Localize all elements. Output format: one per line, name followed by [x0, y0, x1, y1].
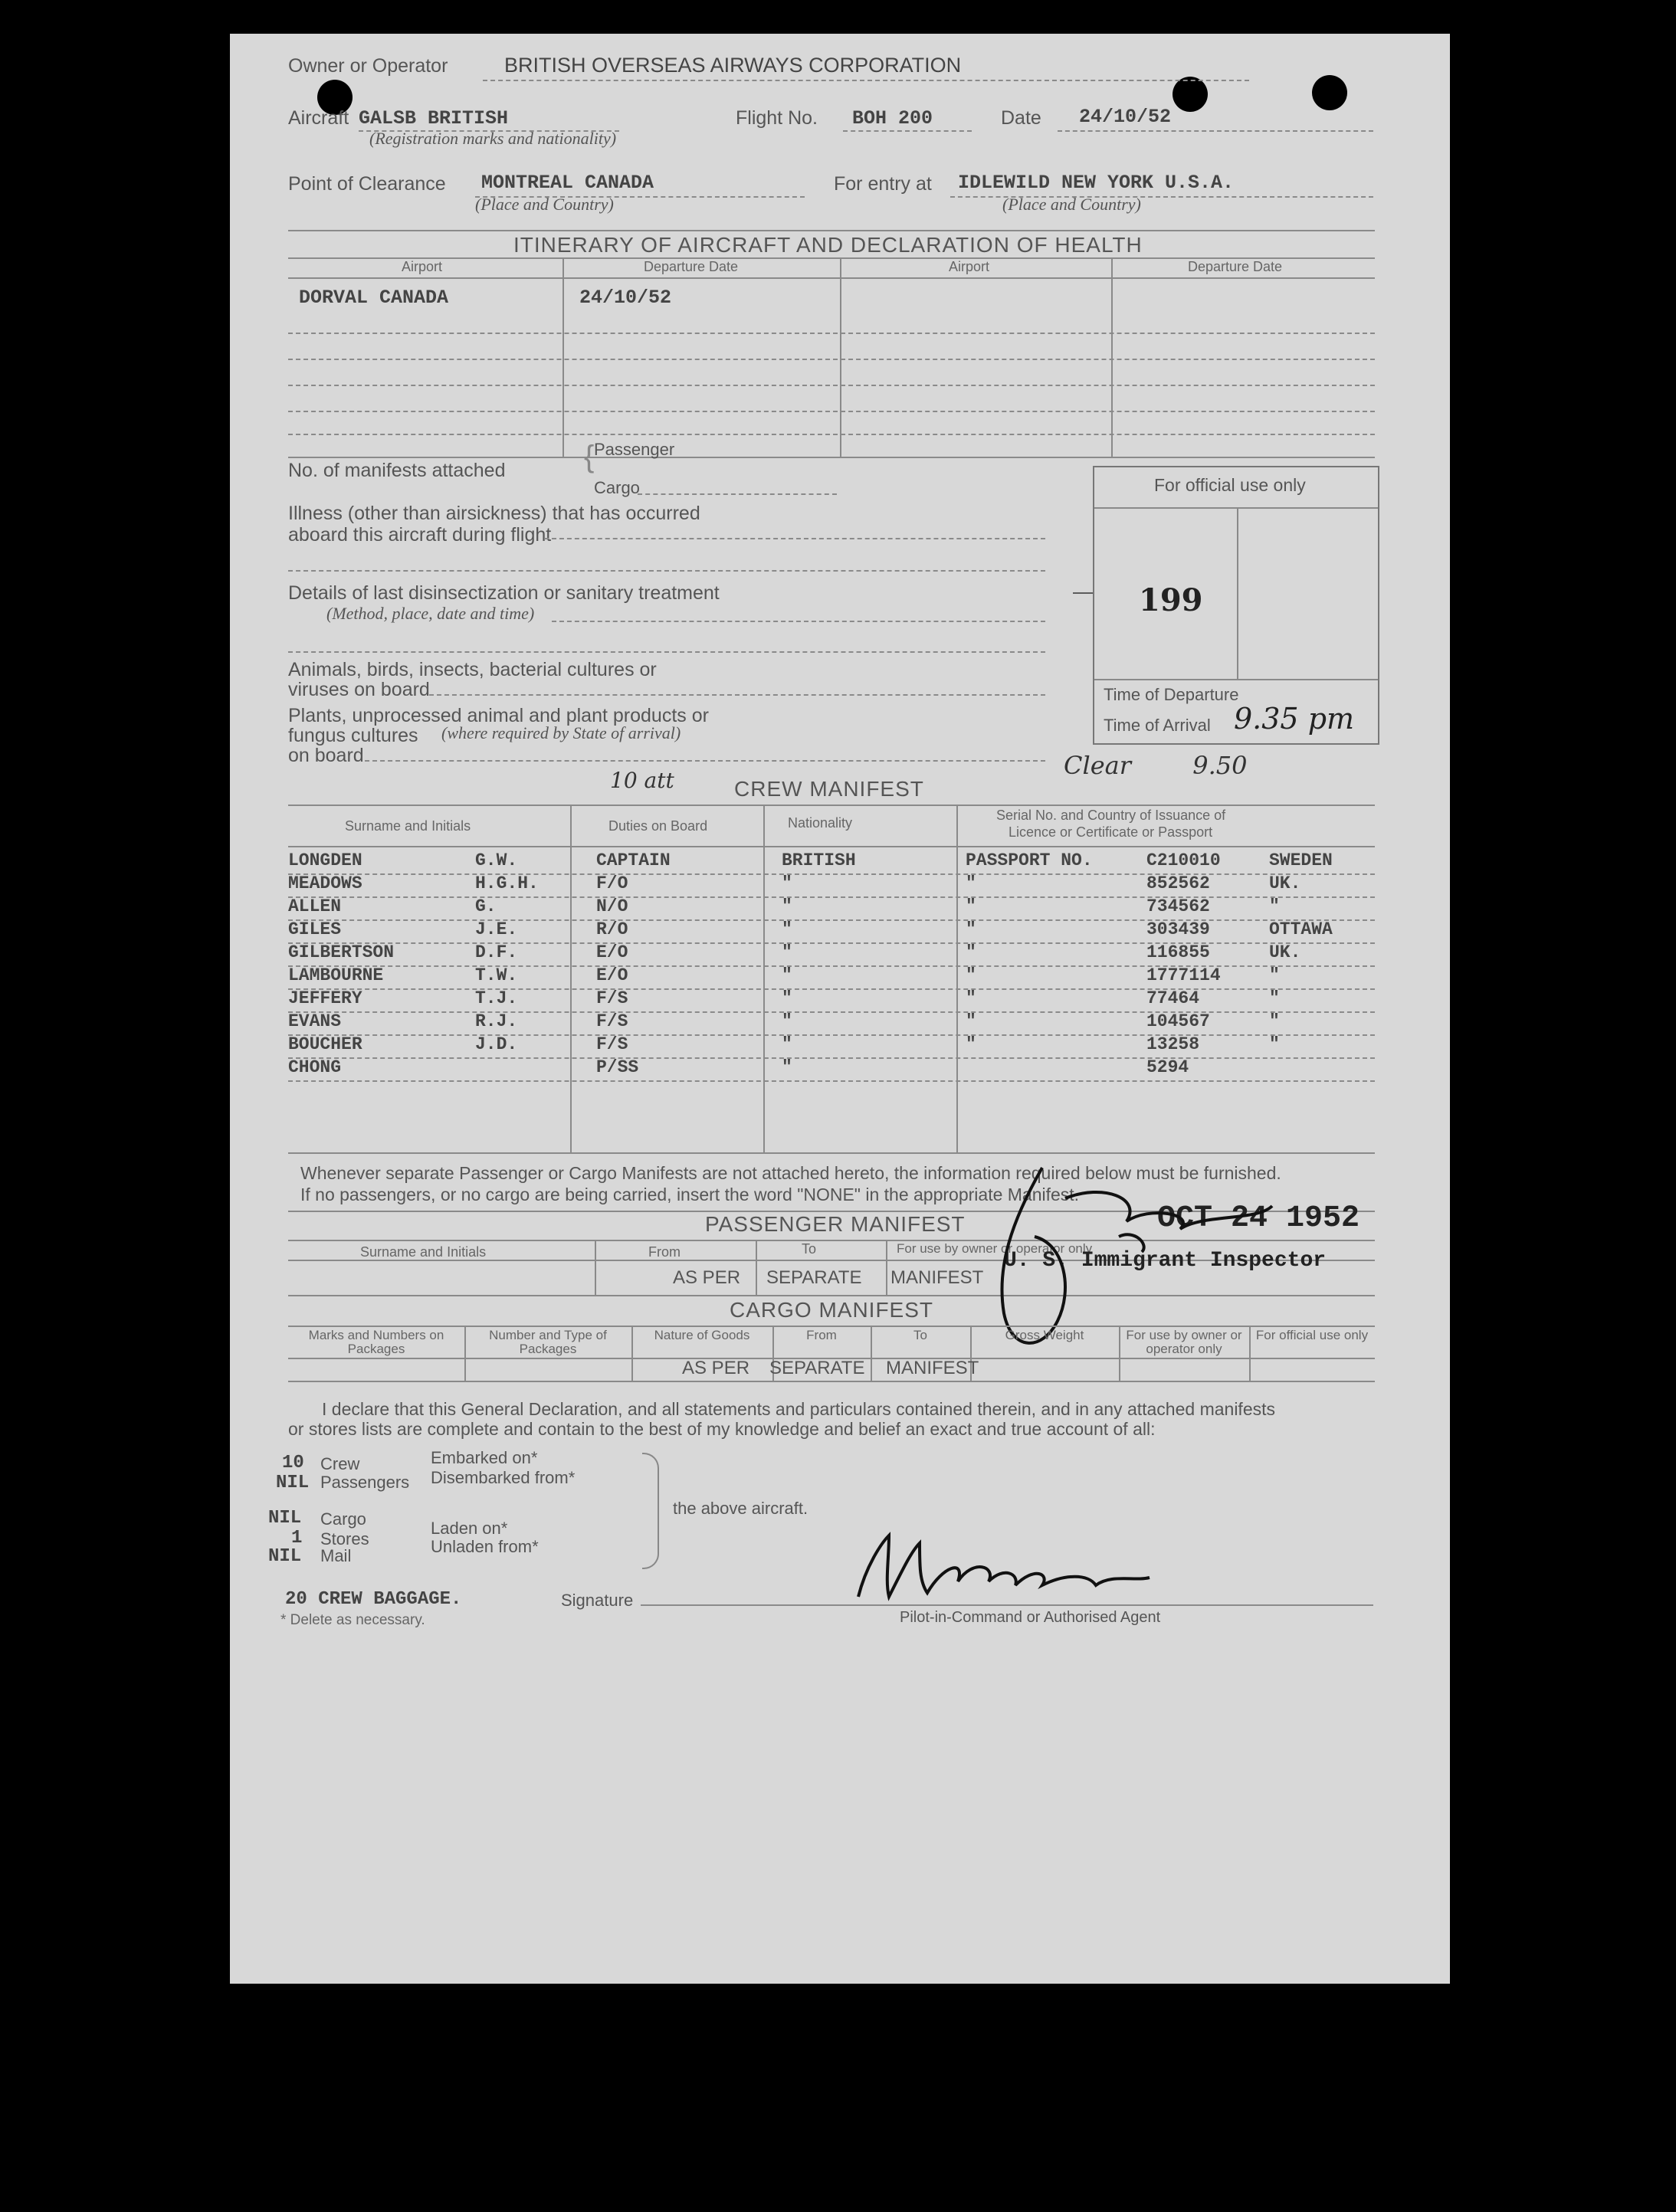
crew-nationality: " — [782, 873, 792, 893]
crew-duty: F/S — [596, 988, 628, 1008]
cargo-col: Nature of Goods — [654, 1328, 750, 1342]
delete-footnote: * Delete as necessary. — [280, 1612, 425, 1628]
crew-doc: " — [966, 1011, 976, 1031]
stamp-inspector: U. S. Immigrant Inspector — [1004, 1249, 1327, 1273]
crew-doc: " — [966, 988, 976, 1008]
crew-nationality: " — [782, 988, 792, 1008]
clearance-note: (Place and Country) — [475, 195, 614, 214]
crew-doc: " — [966, 873, 976, 893]
punch-hole — [1312, 75, 1347, 110]
crew-initials: T.J. — [475, 988, 518, 1008]
pm-col-to: To — [802, 1241, 817, 1257]
crew-duty: P/SS — [596, 1057, 639, 1077]
passengers-decl-label: Passengers — [320, 1473, 410, 1492]
crew-name: GILBERTSON — [288, 942, 395, 962]
crew-nationality: " — [782, 1034, 792, 1054]
crew-name: LONGDEN — [288, 850, 362, 870]
plants-label-2: fungus cultures — [288, 725, 418, 746]
cm-row-3: MANIFEST — [886, 1358, 979, 1378]
crew-decl-label: Crew — [320, 1454, 360, 1473]
cargo-label: Cargo — [594, 478, 640, 497]
stores-decl-label: Stores — [320, 1529, 369, 1548]
crew-doc: " — [966, 1034, 976, 1054]
crew-title: CREW MANIFEST — [734, 777, 924, 801]
pm-col-from: From — [648, 1244, 681, 1260]
crew-col-nationality: Nationality — [788, 815, 853, 831]
itin-col-date-2: Departure Date — [1188, 259, 1283, 274]
crew-initials: J.D. — [475, 1034, 518, 1054]
disembarked-label: Disembarked from* — [431, 1468, 576, 1487]
crew-initials: G.W. — [475, 850, 518, 870]
crew-nationality: " — [782, 965, 792, 985]
crew-serial: 1777114 — [1146, 965, 1221, 985]
cargo-col: To — [913, 1328, 927, 1342]
cargo-manifest-title: CARGO MANIFEST — [730, 1298, 934, 1322]
crew-name: EVANS — [288, 1011, 342, 1031]
pm-row-1: AS PER — [673, 1267, 741, 1288]
crew-col-duties: Duties on Board — [608, 818, 708, 834]
crew-serial: 303439 — [1146, 919, 1210, 939]
entry-note: (Place and Country) — [1002, 195, 1141, 214]
crew-name: MEADOWS — [288, 873, 362, 893]
crew-initials: D.F. — [475, 942, 518, 962]
departure-label: Time of Departure — [1104, 685, 1239, 704]
aircraft-note: (Registration marks and nationality) — [369, 129, 617, 148]
crew-name: LAMBOURNE — [288, 965, 384, 985]
crew-serial: 77464 — [1146, 988, 1200, 1008]
crew-name: CHONG — [288, 1057, 342, 1077]
crew-doc: " — [966, 919, 976, 939]
crew-duty: CAPTAIN — [596, 850, 671, 870]
pilot-signature — [843, 1520, 1180, 1604]
crew-count: 10 — [282, 1453, 304, 1473]
crew-nationality: " — [782, 1011, 792, 1031]
above-aircraft: the above aircraft. — [673, 1499, 808, 1518]
crew-country: " — [1269, 1011, 1280, 1031]
date-value: 24/10/52 — [1079, 106, 1172, 128]
itinerary-title: ITINERARY OF AIRCRAFT AND DECLARATION OF HEALTH — [513, 233, 1143, 257]
pm-row-3: MANIFEST — [890, 1267, 984, 1288]
crew-handwritten-count: 10 att — [610, 768, 674, 793]
pm-col-owner: For use by owner or operator only — [897, 1241, 1093, 1256]
illness-label-1: Illness (other than airsickness) that has occurred — [288, 503, 700, 524]
entry-label: For entry at — [834, 173, 932, 195]
crew-name: GILES — [288, 919, 342, 939]
declaration-line-2: or stores lists are complete and contain to the best of my knowledge and belief an exact and true account of all: — [288, 1419, 1156, 1439]
crew-nationality: BRITISH — [782, 850, 856, 870]
crew-initials: H.G.H. — [475, 873, 539, 893]
plants-note: (where required by State of arrival) — [441, 723, 681, 742]
declaration-line-1: I declare that this General Declaration, and all statements and particulars contained therein, and in any attached manifests — [322, 1399, 1275, 1419]
plants-label-3: on board — [288, 745, 364, 766]
animals-label-2: viruses on board — [288, 679, 430, 700]
crew-country: UK. — [1269, 873, 1301, 893]
crew-serial: 5294 — [1146, 1057, 1189, 1077]
disinsect-label-1: Details of last disinsectization or sanitary treatment — [288, 582, 720, 604]
crew-baggage: 20 CREW BAGGAGE. — [285, 1589, 462, 1610]
passenger-manifest-title: PASSENGER MANIFEST — [705, 1212, 966, 1236]
cargo-decl-label: Cargo — [320, 1509, 366, 1529]
aircraft-label: Aircraft — [288, 107, 349, 129]
disinsect-label-2: (Method, place, date and time) — [326, 604, 535, 623]
crew-duty: N/O — [596, 896, 628, 916]
crew-doc: " — [966, 896, 976, 916]
flight-value: BOH 200 — [852, 107, 933, 129]
crew-country: " — [1269, 896, 1280, 916]
crew-name: JEFFERY — [288, 988, 362, 1008]
crew-serial: 116855 — [1146, 942, 1210, 962]
plants-label-1: Plants, unprocessed animal and plant products or — [288, 705, 709, 726]
cargo-col: Gross Weight — [1005, 1328, 1084, 1342]
crew-serial: 852562 — [1146, 873, 1210, 893]
crew-serial: 104567 — [1146, 1011, 1210, 1031]
aircraft-value: GALSB BRITISH — [359, 107, 509, 129]
itin-col-airport-2: Airport — [949, 259, 990, 274]
crew-initials: J.E. — [475, 919, 518, 939]
clear-note: Clear 9.50 — [1064, 751, 1248, 780]
cargo-col: From — [806, 1328, 837, 1342]
crew-nationality: " — [782, 896, 792, 916]
crew-duty: E/O — [596, 942, 628, 962]
cm-row-2: SEPARATE — [769, 1358, 865, 1378]
cargo-count: NIL — [268, 1508, 302, 1529]
stamp-date: OCT 24 1952 — [1157, 1201, 1360, 1236]
passengers-count: NIL — [276, 1473, 310, 1493]
crew-country: UK. — [1269, 942, 1301, 962]
crew-initials: R.J. — [475, 1011, 518, 1031]
crew-serial: C210010 — [1146, 850, 1221, 870]
clearance-label: Point of Clearance — [288, 173, 446, 195]
crew-initials: T.W. — [475, 965, 518, 985]
crew-nationality: " — [782, 942, 792, 962]
notice-line-2: If no passengers, or no cargo are being carried, insert the word "NONE" in the appropriate Manifest. — [300, 1185, 1080, 1204]
crew-serial: 13258 — [1146, 1034, 1200, 1054]
crew-country: SWEDEN — [1269, 850, 1333, 870]
stores-count: 1 — [291, 1528, 303, 1548]
crew-country: " — [1269, 1034, 1280, 1054]
pm-row-2: SEPARATE — [766, 1267, 862, 1288]
manifests-label: No. of manifests attached — [288, 460, 506, 481]
owner-label: Owner or Operator — [288, 55, 448, 77]
cargo-col: For use by owner or operator only — [1126, 1328, 1242, 1356]
mail-decl-label: Mail — [320, 1546, 352, 1565]
crew-name: BOUCHER — [288, 1034, 362, 1054]
crew-doc: " — [966, 965, 976, 985]
itin-col-airport: Airport — [402, 259, 443, 274]
passenger-label: Passenger — [594, 440, 675, 459]
itin-col-date: Departure Date — [644, 259, 739, 274]
arrival-label: Time of Arrival — [1104, 716, 1211, 735]
declaration-form: Owner or Operator BRITISH OVERSEAS AIRWAYS CORPORATION Aircraft GALSB BRITISH (Registration marks and nationality) Flight No. BOH 200 Date 24/10/52 Point of Clearance MONTREAL CANADA (Place and Country) For entry at IDLEWILD NEW YORK U.S.A. (Place and Country) ITINERARY OF AIRCRAFT AND DECLARATION OF HEALTH Airport Departure Date Airport Departure Date DORVAL CANADA 24/10/52 No. of manifests attached { Passenger Cargo Illness (other than airsickness) that has occurred aboard this aircraft during flight Details of last disinsectization or sanitary treatment (Method, place, date and time) — Animals, birds, insects, bacterial cultures or viruses on board Plants, unprocessed animal and plant products or fungus cultures (where required by State of arrival) on board For official use only 199 Time of Departure Time of Arrival 9.35 pm Clear 9.50 10 att CREW MANIFEST Surname and Initials Duties on Board Nationality Serial No. and Country of Issuance of Licence or Certificate or Passport LONGDEN G.W. CAPTAIN BRITISH PASSPORT NO. C210010 SWEDEN MEADOWS H.G.H. F/O " " 852562 UK. ALLEN G. N/O " " 734562 " GILES J.E. R/O " " 303439 OTTAWA GILBERTSON D.F. E/O " " 116855 UK. LAMBOURNE T.W. E/O " " 1777114 " JEFFERY T.J. F/S " " 77464 " EVANS R.J. F/S " " 104567 " BOUCHER J.D. F/S " " 13258 " CHONG P/SS " 5294 Whenever separate Passenger or Cargo Manifests are not attached hereto, the information required below must be furnished. If no passengers, or no cargo are being carried, insert the word "NONE" in the appropriate Manifest. PASSENGER MANIFEST Surname and Initials From To For use by owner or operator only AS PER SEPARATE MANIFEST OCT 24 1952 U. S. Immigrant Inspector CARGO MANIFEST Marks and Numbers on Packages Number and Type of Packages Nature of Goods From To Gross Weight For use by owner or operator only For official use only AS PER SEPARATE MANIFEST I declare that this General Declaration, and all statements and particulars contained therein, and in any attached manifests or stores lists are complete and contain to the best of my knowledge and belief an exact and true account of all: 10 Crew NIL Passengers Embarked on* Disembarked from* NIL Cargo 1 Stores NIL Mail Laden on* Unladen from* the above aircraft. 20 CREW BAGGAGE. * Delete as necessary. Signature Pilot-in-Command or Authorised Agent — [230, 34, 1450, 1984]
owner-value: BRITISH OVERSEAS AIRWAYS CORPORATION — [504, 54, 962, 77]
crew-country: " — [1269, 988, 1280, 1008]
cargo-col: Marks and Numbers on Packages — [308, 1328, 444, 1356]
crew-serial: 734562 — [1146, 896, 1210, 916]
arrival-value: 9.35 pm — [1234, 702, 1355, 736]
cargo-col: For official use only — [1255, 1328, 1369, 1342]
dash-mark: — — [1073, 579, 1094, 603]
flight-label: Flight No. — [736, 107, 818, 129]
crew-doc: PASSPORT NO. — [966, 850, 1093, 870]
unladen-label: Unladen from* — [431, 1537, 539, 1556]
crew-doc: " — [966, 942, 976, 962]
cm-row-1: AS PER — [682, 1358, 750, 1378]
crew-duty: F/S — [596, 1034, 628, 1054]
cargo-col: Number and Type of Packages — [489, 1328, 607, 1356]
mail-count: NIL — [268, 1546, 302, 1567]
animals-label-1: Animals, birds, insects, bacterial cultures or — [288, 659, 657, 680]
crew-col-licence: Licence or Certificate or Passport — [1009, 824, 1213, 840]
signer-label: Pilot-in-Command or Authorised Agent — [900, 1609, 1161, 1626]
official-title: For official use only — [1154, 475, 1306, 495]
crew-duty: F/O — [596, 873, 628, 893]
itin-row-date: 24/10/52 — [579, 287, 672, 309]
crew-initials: G. — [475, 896, 497, 916]
punch-hole — [1173, 77, 1208, 112]
entry-value: IDLEWILD NEW YORK U.S.A. — [958, 172, 1235, 194]
crew-col-name: Surname and Initials — [345, 818, 471, 834]
notice-line-1: Whenever separate Passenger or Cargo Manifests are not attached hereto, the information required below must be furnished. — [300, 1163, 1281, 1183]
crew-nationality: " — [782, 1057, 792, 1077]
illness-label-2: aboard this aircraft during flight — [288, 524, 552, 546]
crew-country: " — [1269, 965, 1280, 985]
pm-col-name: Surname and Initials — [360, 1244, 487, 1260]
signature-label: Signature — [561, 1591, 634, 1610]
clearance-value: MONTREAL CANADA — [481, 172, 654, 194]
date-label: Date — [1001, 107, 1041, 129]
itin-row-airport: DORVAL CANADA — [299, 287, 449, 309]
embarked-label: Embarked on* — [431, 1448, 538, 1467]
crew-nationality: " — [782, 919, 792, 939]
crew-col-serial: Serial No. and Country of Issuance of — [996, 808, 1226, 823]
official-number: 199 — [1139, 582, 1203, 618]
laden-label: Laden on* — [431, 1519, 508, 1538]
crew-name: ALLEN — [288, 896, 342, 916]
crew-duty: R/O — [596, 919, 628, 939]
crew-country: OTTAWA — [1269, 919, 1333, 939]
crew-duty: F/S — [596, 1011, 628, 1031]
crew-duty: E/O — [596, 965, 628, 985]
